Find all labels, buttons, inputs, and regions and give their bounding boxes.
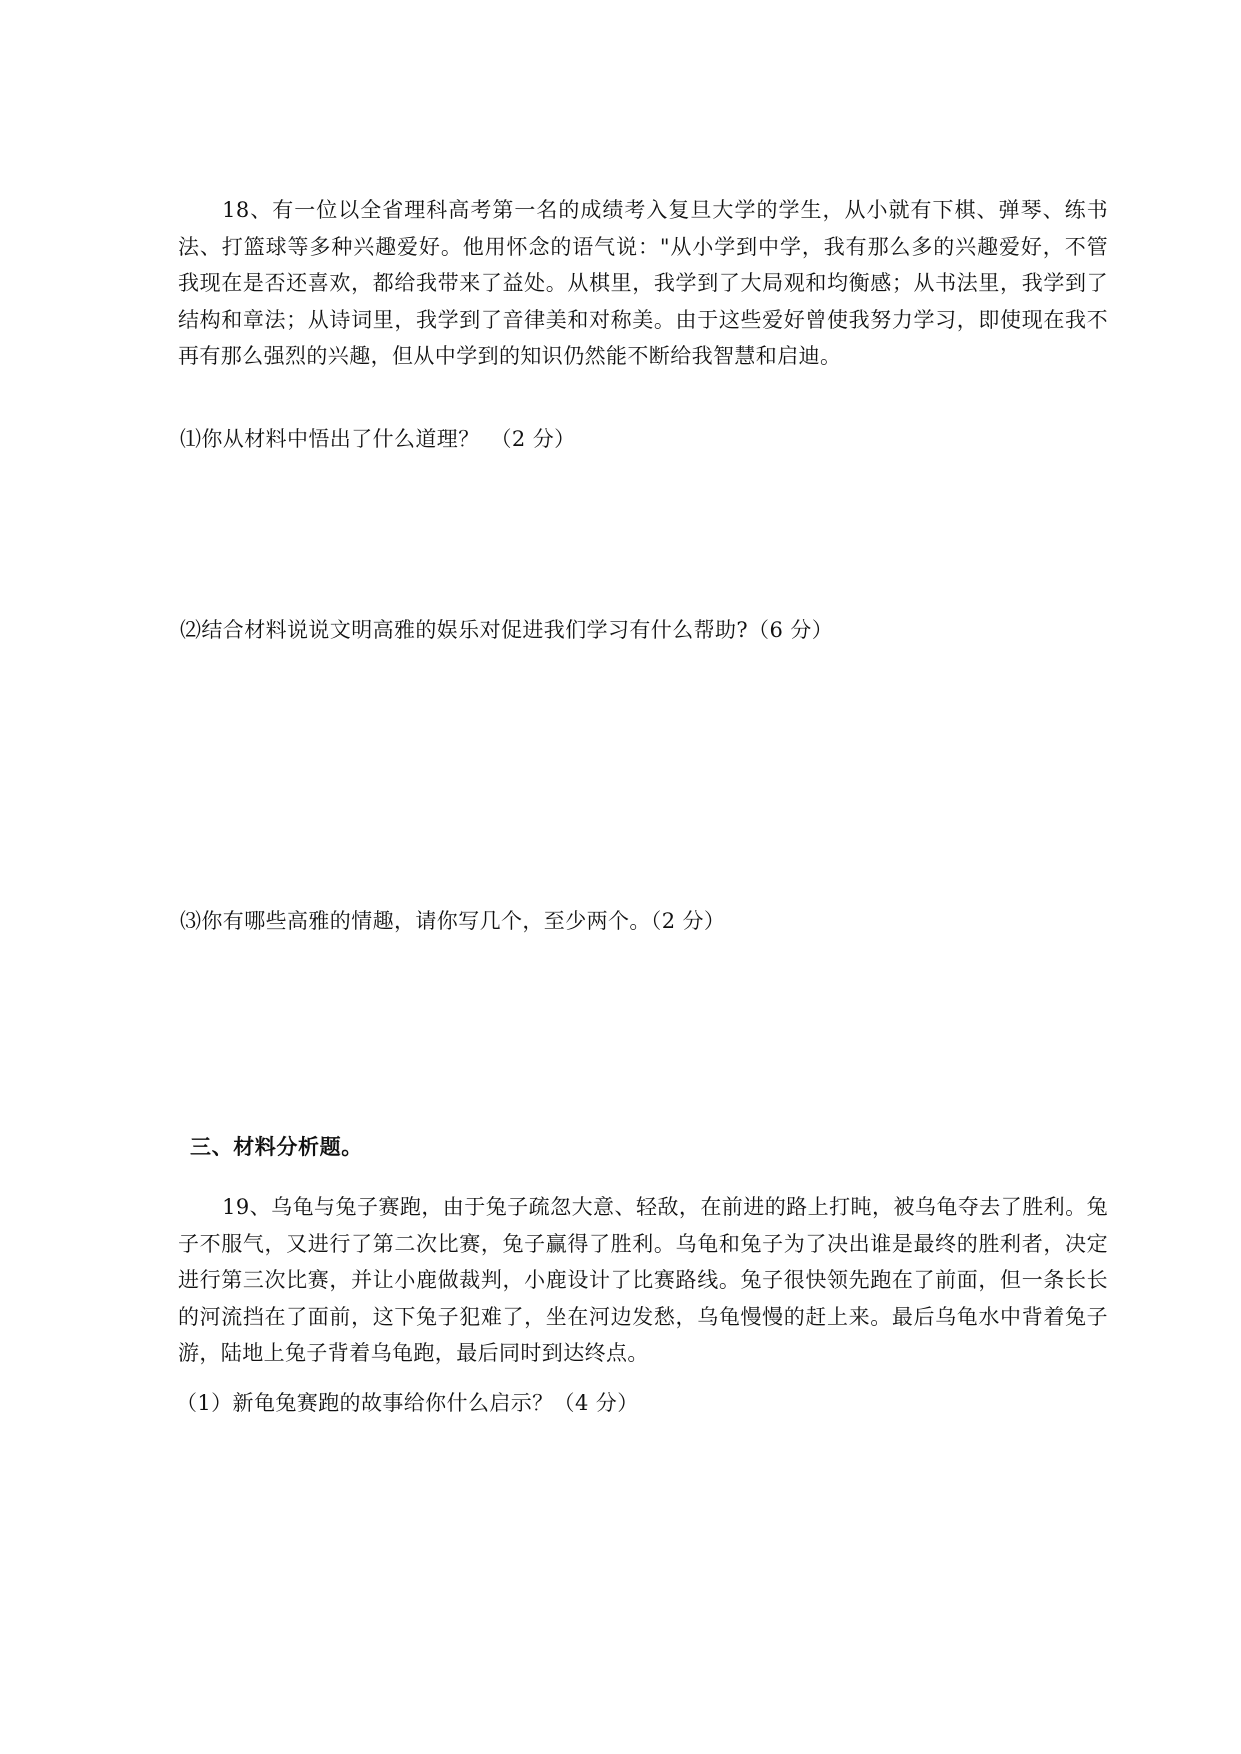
question-18-passage: 18、有一位以全省理科高考第一名的成绩考入复旦大学的学生，从小就有下棋、弹琴、练书法、打篮球等多种兴趣爱好。他用怀念的语气说："从小学到中学，我有那么多的兴趣爱好，不管我现在是否还喜欢，都给我带来了益处。从棋里，我学到了大局观和均衡感；从书法里，我学到了结构和章法；从诗词里，我学到了音律美和对称美。由于这些爱好曾使我努力学习，即使现在我不再有那么强烈的兴趣，但从中学到的知识仍然能不断给我智慧和启迪。	[178, 198, 1108, 368]
section-3-heading: 三、材料分析题。	[190, 1135, 363, 1159]
question-18-part-1: ⑴你从材料中悟出了什么道理？ （2 分）	[180, 427, 576, 451]
question-18-part-2: ⑵结合材料说说文明高雅的娱乐对促进我们学习有什么帮助?（6 分）	[180, 618, 834, 642]
question-19-part-1: （1）新龟兔赛跑的故事给你什么启示？（4 分）	[176, 1391, 639, 1415]
question-18-part-3: ⑶你有哪些高雅的情趣，请你写几个，至少两个。（2 分）	[180, 909, 726, 933]
question-19-passage: 19、乌龟与兔子赛跑，由于兔子疏忽大意、轻敌，在前进的路上打盹，被乌龟夺去了胜利。兔子不服气，又进行了第二次比赛，兔子赢得了胜利。乌龟和兔子为了决出谁是最终的胜利者，决定进行第三次比赛，并让小鹿做裁判，小鹿设计了比赛路线。兔子很快领先跑在了前面，但一条长长的河流挡在了面前，这下兔子犯难了，坐在河边发愁，乌龟慢慢的赶上来。最后乌龟水中背着兔子游，陆地上兔子背着乌龟跑，最后同时到达终点。	[178, 1195, 1108, 1365]
